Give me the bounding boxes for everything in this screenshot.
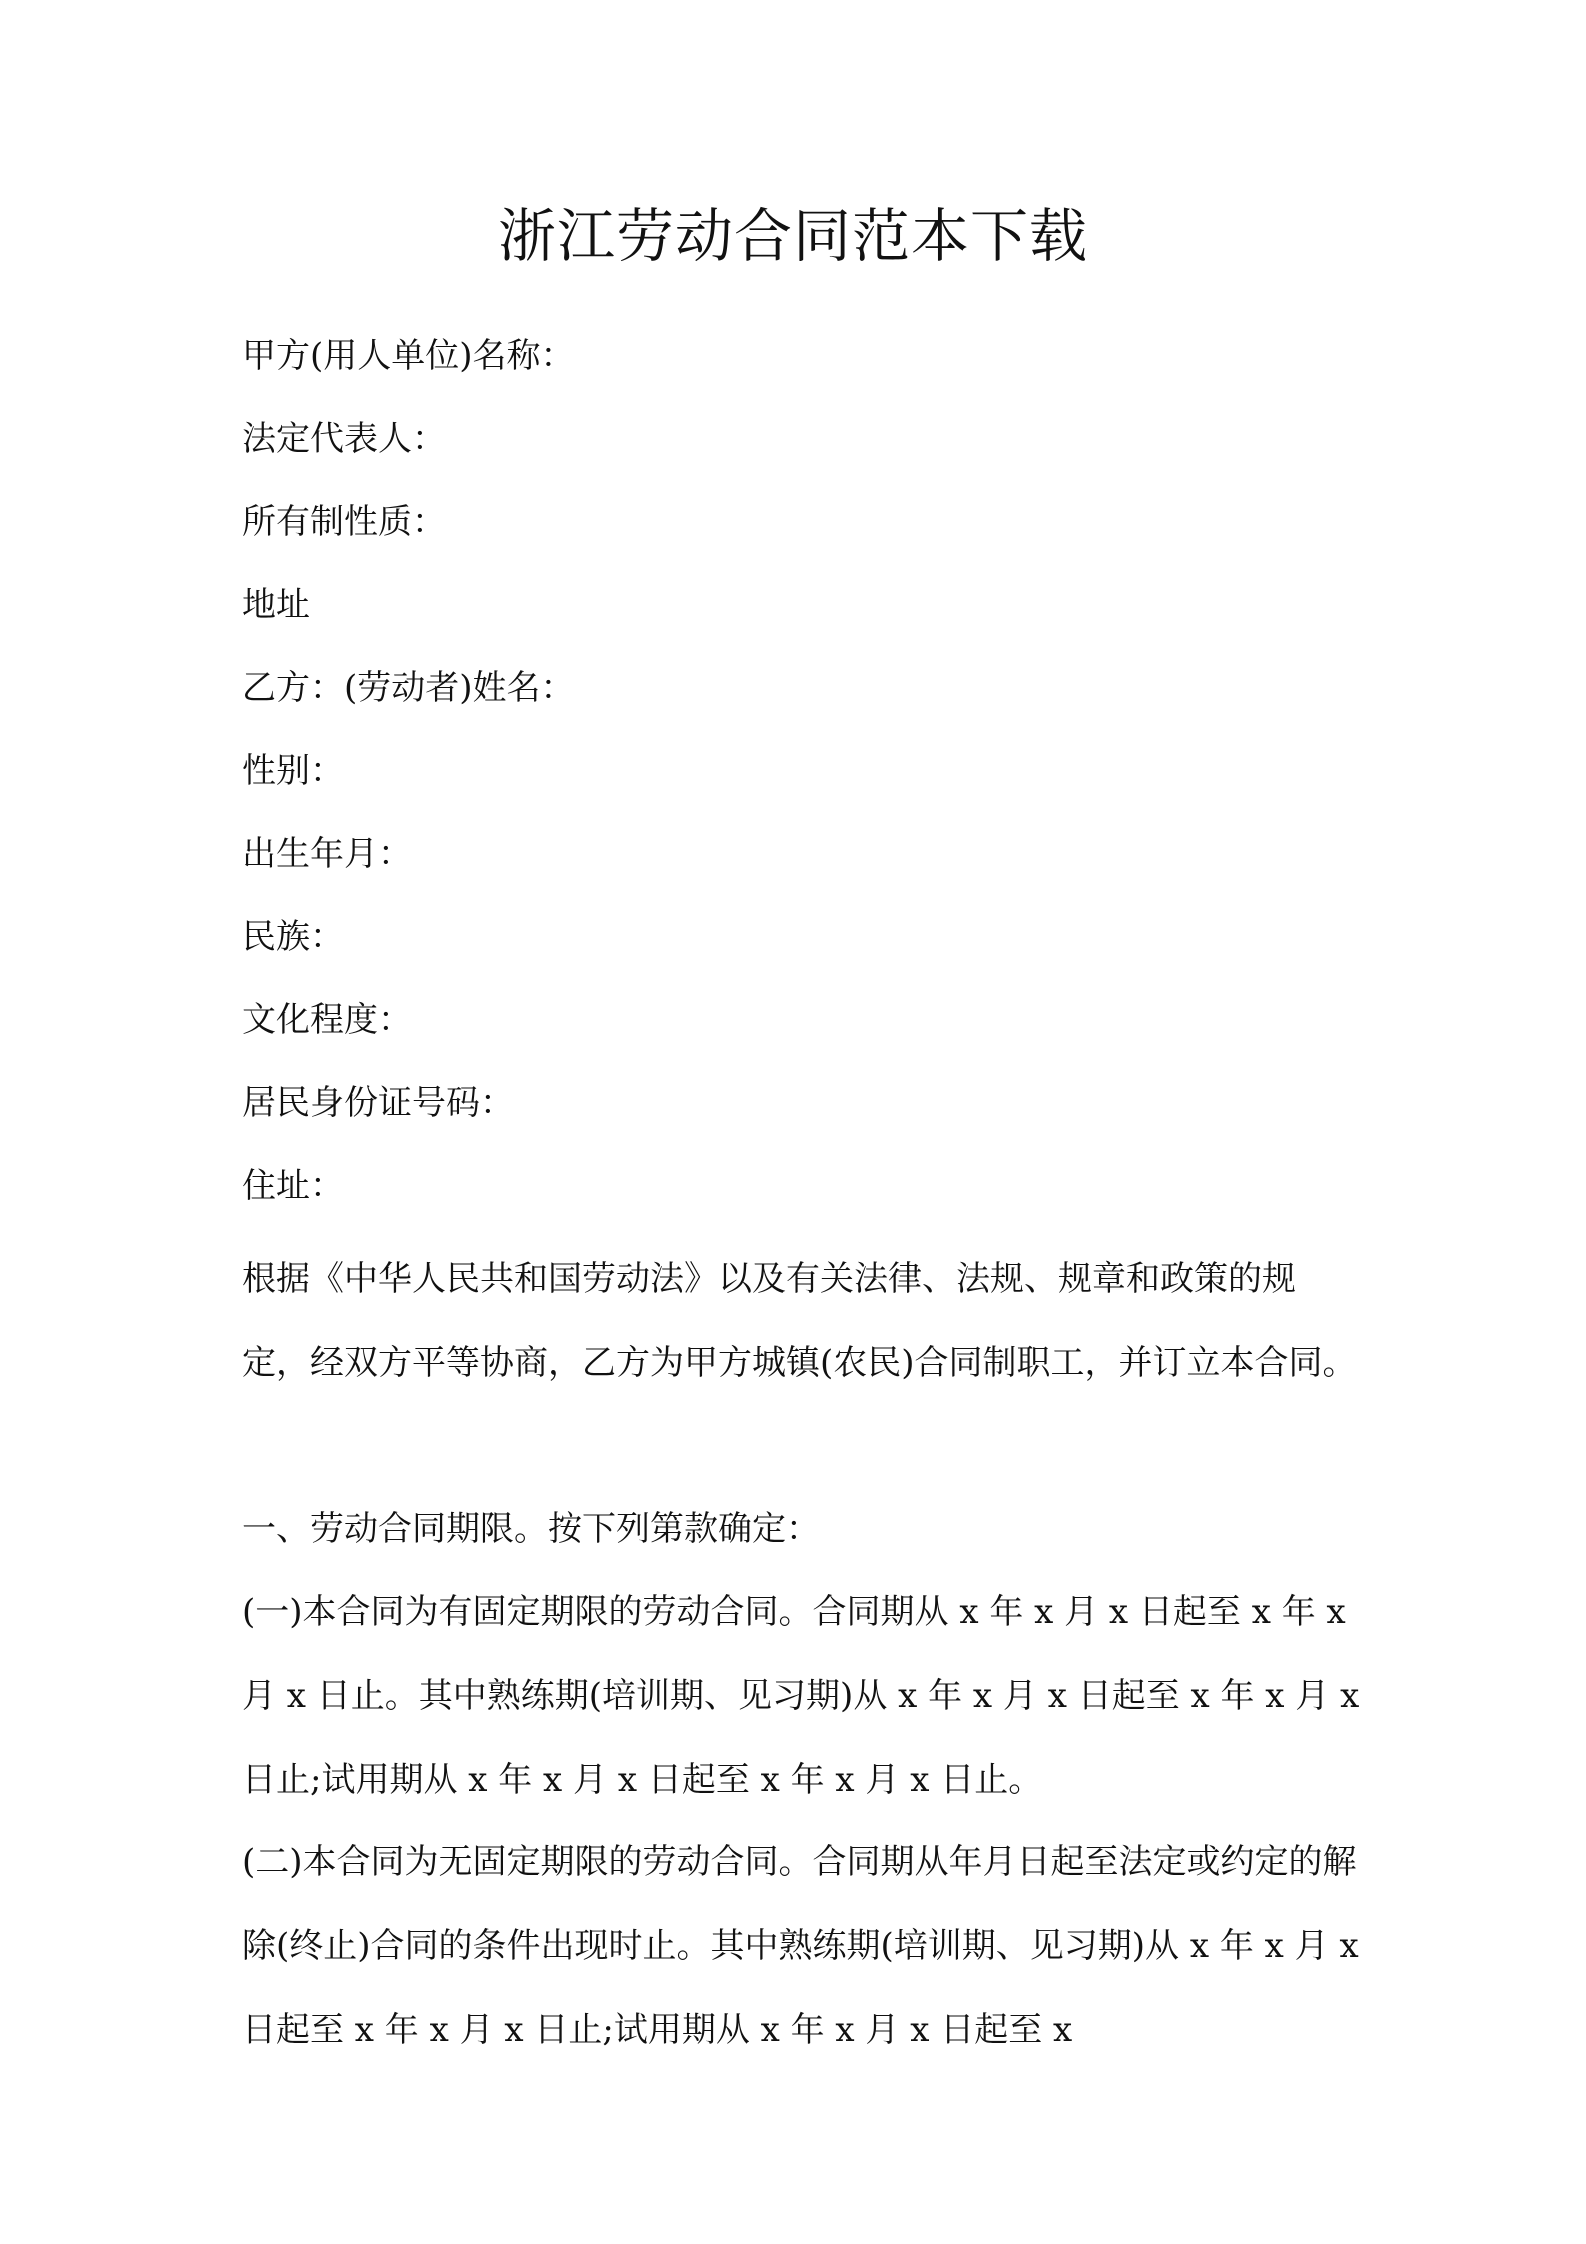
contract-term-heading: 一、劳动合同期限。按下列第款确定： xyxy=(242,1509,820,1549)
contract-preamble-paragraph: 根据《中华人民共和国劳动法》以及有关法律、法规、规章和政策的规定，经双方平等协商，乙方为甲方城镇(农民)合同制职工，并订立本合同。 xyxy=(242,1259,1357,1383)
address-field: 地址 xyxy=(242,585,310,625)
ownership-type-field: 所有制性质： xyxy=(242,502,446,542)
education-field: 文化程度： xyxy=(242,1000,412,1040)
legal-representative-field: 法定代表人： xyxy=(242,419,446,459)
id-number-field: 居民身份证号码： xyxy=(242,1083,514,1123)
residence-field: 住址： xyxy=(242,1166,344,1206)
employer-name-field: 甲方(用人单位)名称： xyxy=(242,336,575,376)
ethnicity-field: 民族： xyxy=(242,917,344,957)
gender-field: 性别： xyxy=(242,751,344,791)
document-title: 浙江劳动合同范本下载 xyxy=(497,202,1088,270)
open-ended-contract-paragraph: (二)本合同为无固定期限的劳动合同。合同期从年月日起至法定或约定的解除(终止)合同的条件出现时止。其中熟练期(培训期、见习期)从 x 年 x 月 x 日起至 x 年 x 月 x 日止;试用期从 x 年 x 月 x 日起至 x xyxy=(242,1842,1359,2050)
fixed-term-contract-paragraph: (一)本合同为有固定期限的劳动合同。合同期从 x 年 x 月 x 日起至 x 年 x 月 x 日止。其中熟练期(培训期、见习期)从 x 年 x 月 x 日起至 x 年 x 月 x 日止;试用期从 x 年 x 月 x 日起至 x 年 x 月 x 日止。 xyxy=(242,1592,1360,1800)
employee-name-field: 乙方：(劳动者)姓名： xyxy=(242,668,575,708)
birth-date-field: 出生年月： xyxy=(242,834,412,874)
